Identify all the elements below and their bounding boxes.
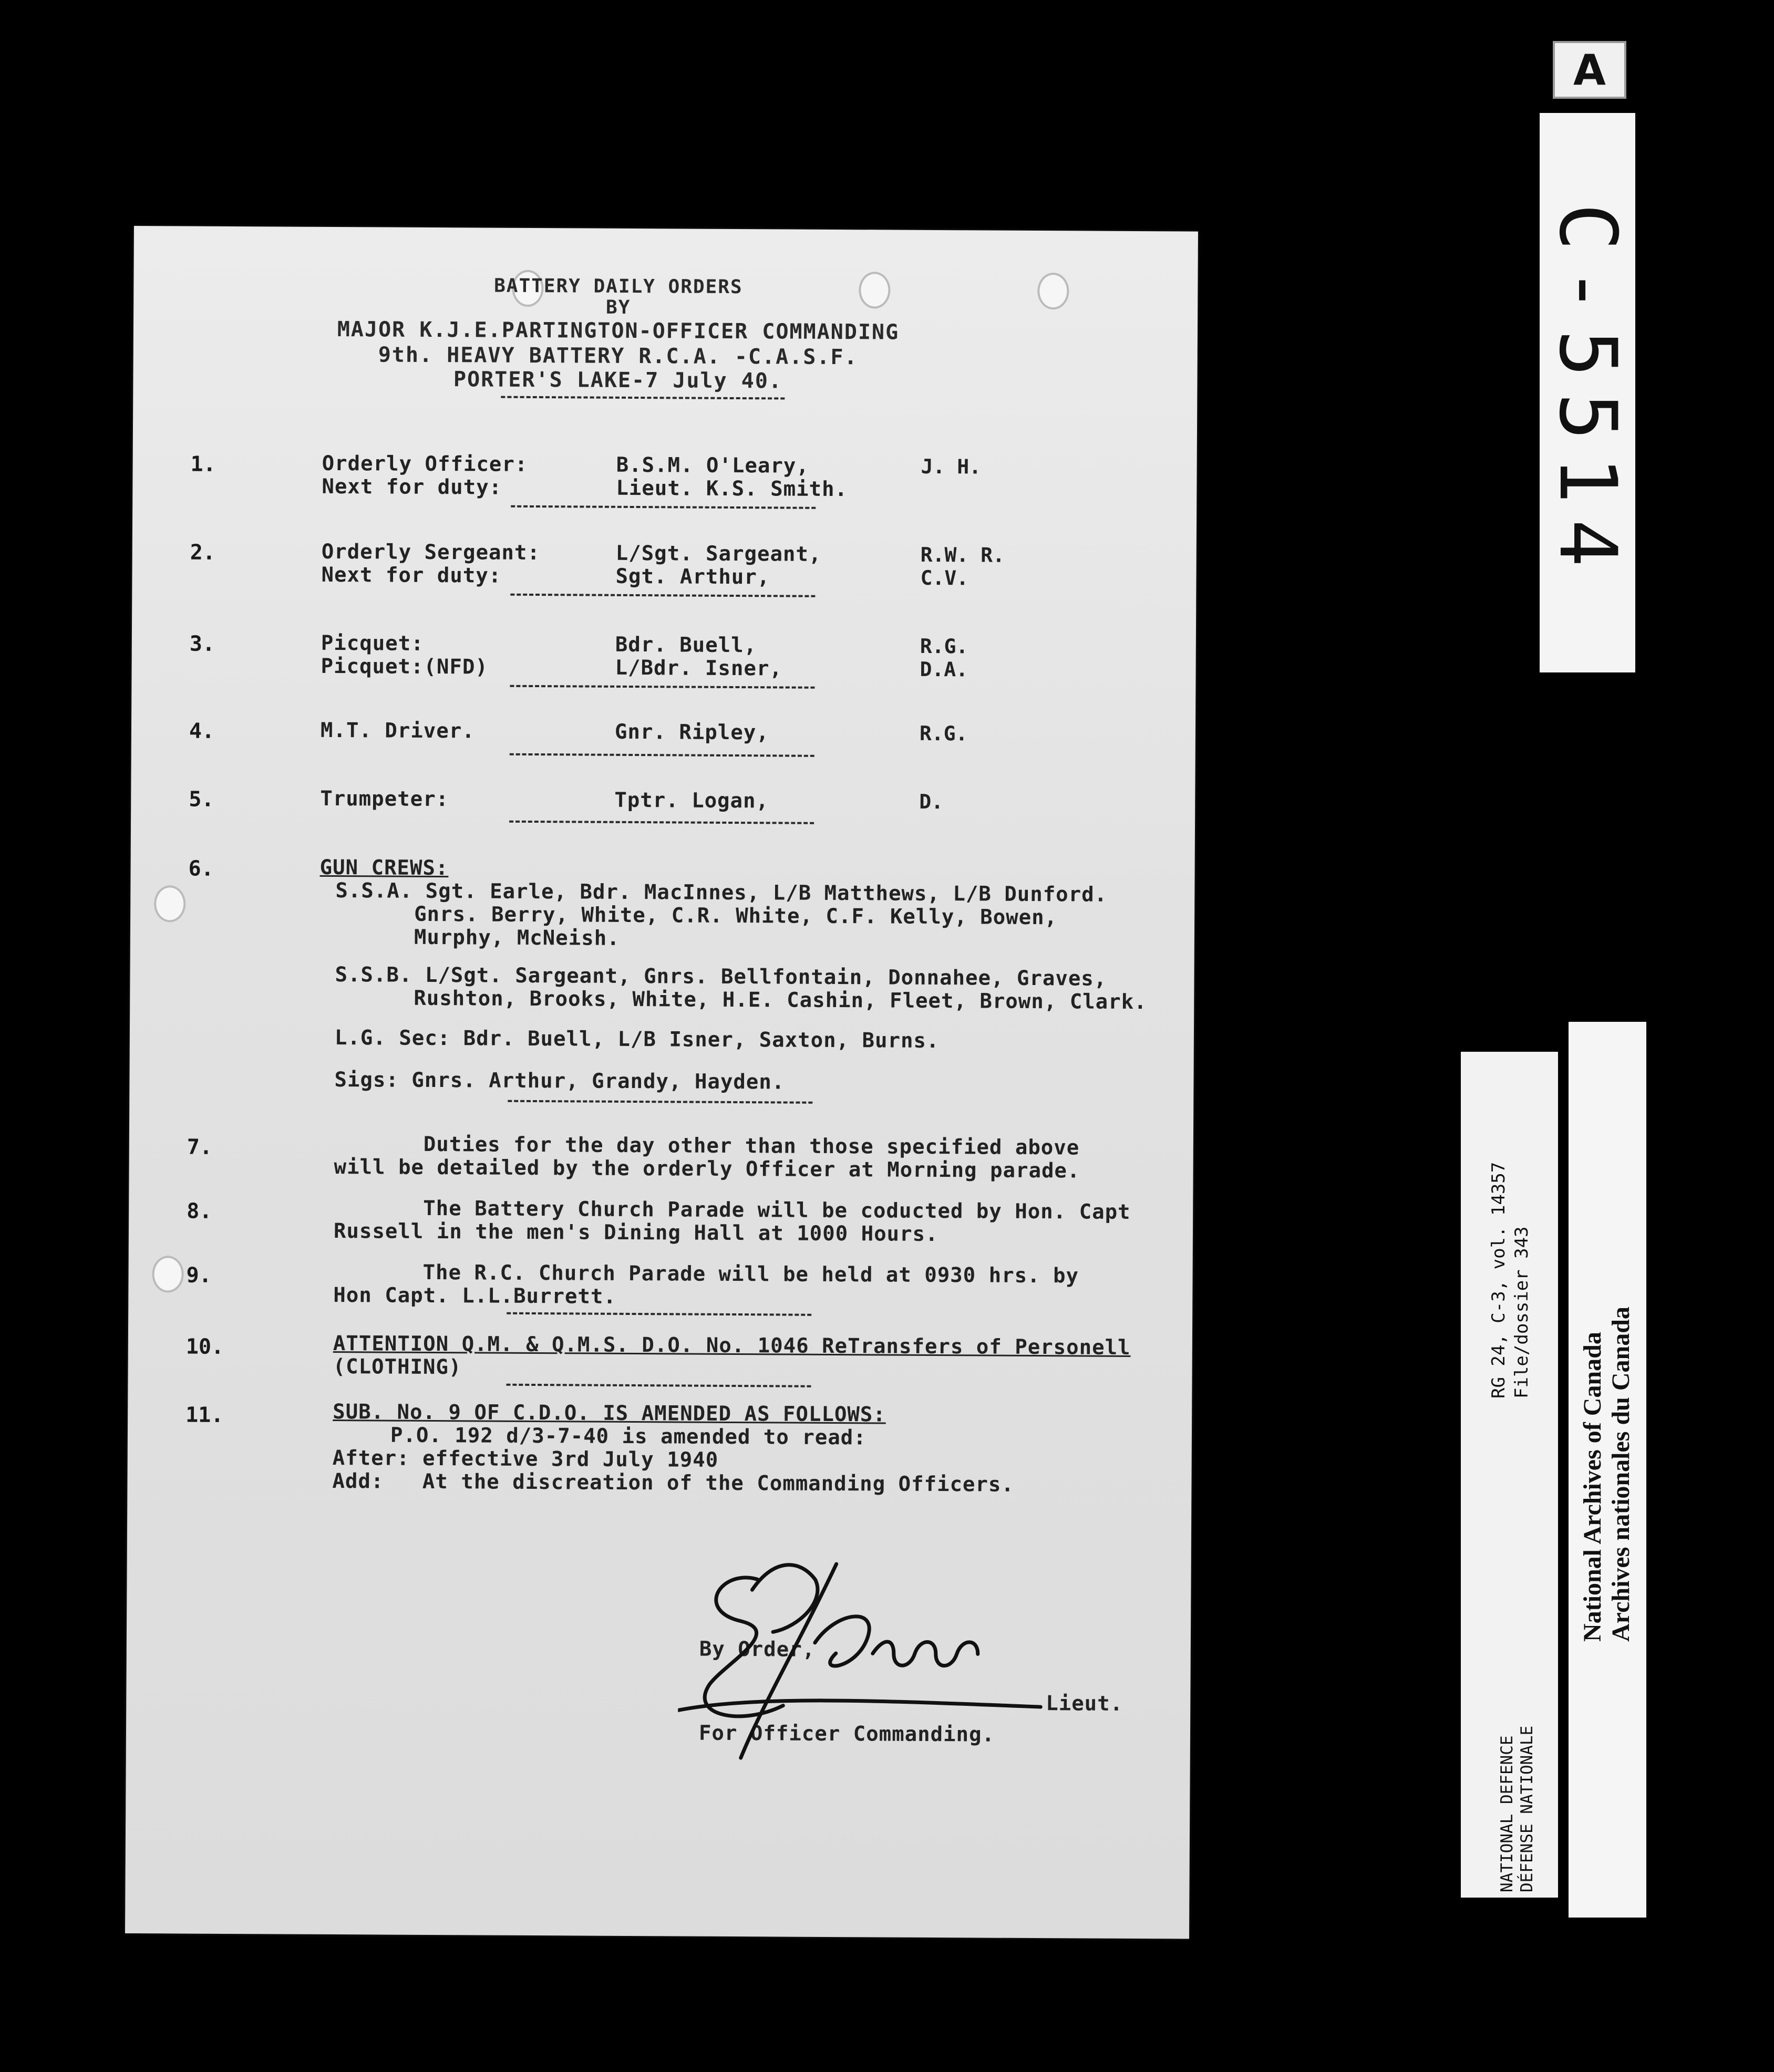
order-text: Duties for the day other than those specified above xyxy=(423,1132,1080,1160)
header-place-date: PORTER'S LAKE-7 July 40. xyxy=(453,367,783,393)
duty-assignee: Gnr. Ripley, xyxy=(614,720,769,745)
initials: R.W. R. xyxy=(920,543,1005,567)
duty-label: Picquet: xyxy=(321,631,424,656)
signals-section: Sigs: Gnrs. Arthur, Grandy, Hayden. xyxy=(334,1068,785,1094)
initials: D. xyxy=(919,790,944,814)
gun-crew-ssa: Murphy, McNeish. xyxy=(414,925,620,950)
gun-crew-ssb: S.S.B. L/Sgt. Sargeant, Gnrs. Bellfontain, Donnahee, Graves, xyxy=(335,963,1107,991)
rank-text: Lieut. xyxy=(1046,1692,1123,1716)
by-order-text: By Order, xyxy=(699,1637,816,1662)
order-text: (CLOTHING) xyxy=(333,1355,462,1380)
divider xyxy=(510,594,815,597)
gun-crews-heading: GUN CREWS: xyxy=(319,855,449,880)
order-text: After: effective 3rd July 1940 xyxy=(332,1446,719,1472)
gun-crew-ssa: Gnrs. Berry, White, C.R. White, C.F. Kelly, Bowen, xyxy=(414,902,1058,930)
duty-assignee: Sgt. Arthur, xyxy=(615,564,770,589)
duty-assignee: L/Bdr. Isner, xyxy=(615,656,782,681)
reference-label xyxy=(1461,1052,1558,1898)
item-number: 8. xyxy=(187,1199,212,1224)
item-number: 7. xyxy=(187,1135,213,1159)
item-number: 9. xyxy=(186,1263,212,1288)
initials: R.G. xyxy=(919,721,968,745)
order-text: The R.C. Church Parade will be held at 0930 hrs. by xyxy=(422,1260,1079,1288)
duty-assignee: Bdr. Buell, xyxy=(615,633,757,658)
item-number: 1. xyxy=(190,452,216,476)
duty-label: Next for duty: xyxy=(321,563,502,588)
archives-name-fr: Archives nationales du Canada xyxy=(1607,1307,1635,1642)
divider xyxy=(510,685,814,689)
divider xyxy=(510,753,814,757)
reel-number-strip xyxy=(1540,113,1635,672)
duty-assignee: B.S.M. O'Leary, xyxy=(616,453,809,478)
reference-line: File/dossier 343 xyxy=(1511,1226,1532,1398)
header-unit: 9th. HEAVY BATTERY R.C.A. -C.A.S.F. xyxy=(378,343,858,370)
order-text: SUB. No. 9 OF C.D.O. IS AMENDED AS FOLLOWS: xyxy=(333,1400,886,1427)
duty-assignee: Lieut. K.S. Smith. xyxy=(616,476,848,502)
divider xyxy=(501,396,785,400)
order-text: P.O. 192 d/3-7-40 is amended to read: xyxy=(390,1423,867,1450)
divider xyxy=(506,1384,811,1387)
reference-line: RG 24, C-3, vol. 14357 xyxy=(1488,1162,1509,1398)
initials: J. H. xyxy=(921,454,982,479)
reel-tab-letter: A xyxy=(1573,45,1606,95)
archives-label xyxy=(1569,1022,1646,1918)
for-officer-commanding-text: For Officer Commanding. xyxy=(698,1721,995,1747)
order-text: Add: At the discreation of the Commanding Officers. xyxy=(332,1469,1015,1497)
national-defence-line: NATIONAL DEFENCE xyxy=(1498,1735,1517,1892)
divider xyxy=(507,1312,811,1316)
lg-section: L.G. Sec: Bdr. Buell, L/B Isner, Saxton, Burns. xyxy=(334,1026,940,1053)
initials: C.V. xyxy=(920,566,969,590)
header-commander: MAJOR K.J.E.PARTINGTON-OFFICER COMMANDING xyxy=(337,317,900,345)
punch-hole xyxy=(152,1256,183,1292)
order-text: will be detailed by the orderly Officer at Morning parade. xyxy=(334,1155,1080,1183)
divider xyxy=(509,821,814,824)
divider xyxy=(511,505,816,509)
divider xyxy=(508,1100,812,1104)
archives-name-en: National Archives of Canada xyxy=(1579,1332,1606,1642)
gun-crew-ssa: S.S.A. Sgt. Earle, Bdr. MacInnes, L/B Matthews, L/B Dunford. xyxy=(335,879,1108,907)
item-number: 10. xyxy=(185,1334,224,1359)
duty-assignee: L/Sgt. Sargeant, xyxy=(615,541,822,566)
reel-number: C-5514 xyxy=(1542,203,1633,583)
header-by: BY xyxy=(605,296,631,318)
header-title: BATTERY DAILY ORDERS xyxy=(494,275,743,298)
order-text: The Battery Church Parade will be coducted by Hon. Capt xyxy=(423,1196,1131,1224)
punch-hole xyxy=(154,885,185,922)
duty-label: Orderly Officer: xyxy=(322,451,528,476)
document-page xyxy=(125,226,1198,1939)
order-text: Russell in the men's Dining Hall at 1000 Hours. xyxy=(333,1219,938,1247)
initials: R.G. xyxy=(920,634,968,658)
gun-crew-ssb: Rushton, Brooks, White, H.E. Cashin, Fleet, Brown, Clark. xyxy=(414,986,1147,1014)
item-number: 4. xyxy=(189,719,215,743)
item-number: 5. xyxy=(189,787,214,812)
duty-label: Next for duty: xyxy=(322,474,502,500)
duty-assignee: Tptr. Logan, xyxy=(614,788,769,813)
duty-label: M.T. Driver. xyxy=(320,718,475,743)
item-number: 3. xyxy=(189,631,215,656)
duty-label: Orderly Sergeant: xyxy=(321,540,541,565)
order-text: Hon Capt. L.L.Burrett. xyxy=(333,1283,617,1309)
initials: D.A. xyxy=(920,657,968,681)
reel-tab xyxy=(1553,41,1626,99)
item-number: 2. xyxy=(190,540,216,565)
item-number: 11. xyxy=(185,1403,224,1427)
national-defence-line: DÉFENSE NATIONALE xyxy=(1518,1725,1536,1892)
duty-label: Trumpeter: xyxy=(320,786,449,812)
duty-label: Picquet:(NFD) xyxy=(321,654,488,679)
item-number: 6. xyxy=(188,856,214,881)
order-text: ATTENTION Q.M. & Q.M.S. D.O. No. 1046 ReTransfers of Personell xyxy=(333,1332,1131,1360)
handwritten-signature xyxy=(678,1547,1057,1775)
